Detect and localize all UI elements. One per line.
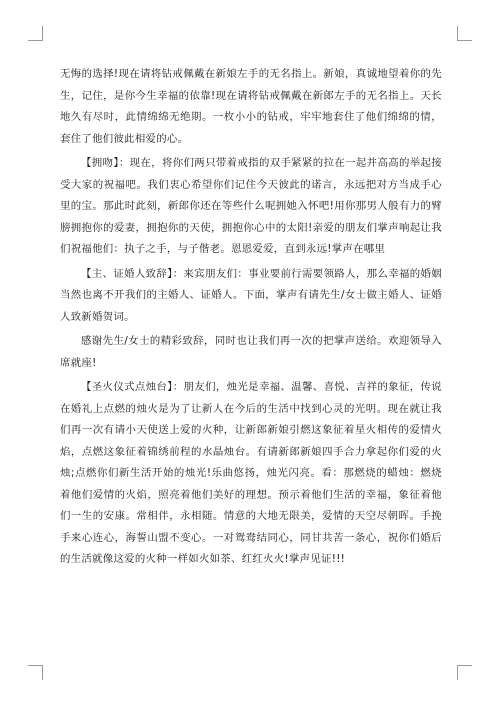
paragraph-thanks: 感谢先生/女士的精彩致辞，同时也让我们再一次的把掌声送给。欢迎领导入席就座!: [60, 335, 442, 369]
crop-mark-bottom-left: [28, 665, 43, 680]
paragraph-candle-ceremony: 【圣火仪式点烛台】：朋友们，烛光是幸福、温馨、喜悦、吉祥的象征，传说在婚礼上点燃的烛火是为了让新人在今后的生活中找到心灵的光明。现在就让我们再一次有请小天使送上爱的火种，让新郎新娘引燃这象征着星火相传的爱情火焰，点燃这象征着锦绣前程的水晶烛台。有请新郎新娘四手合力拿起你们爱的火烛;点燃你们新生活开始的烛光!乐曲悠扬，烛光闪亮。看：那燃烧的蜡烛：燃烧着他们爱情的火焰，照亮着他们美好的理想。预示着他们生活的幸福，象征着他们一生的安康。常相伴，永相随。情意的大地无限美，爱情的天空尽朝晖。手挽手来心连心，海誓山盟不变心。一对鸳鸯结同心，同甘共苦一条心，祝你们婚后的生活就像这爱的火种一样如火如茶、红红火火!掌声见证!!!: [60, 381, 442, 565]
paragraph-ring-exchange: 无悔的选择!现在请将钻戒佩戴在新娘左手的无名指上。新娘，真诚地望着你的先生，记住，是你今生幸福的依靠!现在请将钻戒佩戴在新郎左手的无名指上。天长地久有尽时，此情绵绵无绝期。一枚小小的钻戒，牢牢地套住了他们绵绵的情，套住了他们彼此相爱的心。: [60, 68, 442, 145]
paragraph-officiant-speech: 【主、证婚人致辞】：来宾朋友们：事业要前行需要领路人，那么幸福的婚姻当然也离不开我们的主婚人、证婚人。下面，掌声有请先生/女士做主婚人、证婚人致新婚贺词。: [60, 267, 442, 323]
crop-mark-top-right: [457, 26, 472, 41]
paragraph-embrace: 【拥吻】：现在，将你们两只带着戒指的双手紧紧的拉在一起并高高的举起接受大家的祝福吧。我们衷心希望你们记住今天彼此的诺言，永远把对方当成手心里的宝。那此时此刻，新郎你还在等些什么呢拥她入怀吧!用你那男人般有力的臂膀拥抱你的爱妻，拥抱你的天使，拥抱你心中的太阳!亲爱的朋友们掌声响起让我们祝福他们：执子之手，与子偕老。恩恩爱爱，直到永远!掌声在哪里: [60, 157, 442, 255]
crop-mark-bottom-right: [457, 665, 472, 680]
document-body: [60, 64, 442, 571]
crop-mark-top-left: [28, 26, 43, 41]
